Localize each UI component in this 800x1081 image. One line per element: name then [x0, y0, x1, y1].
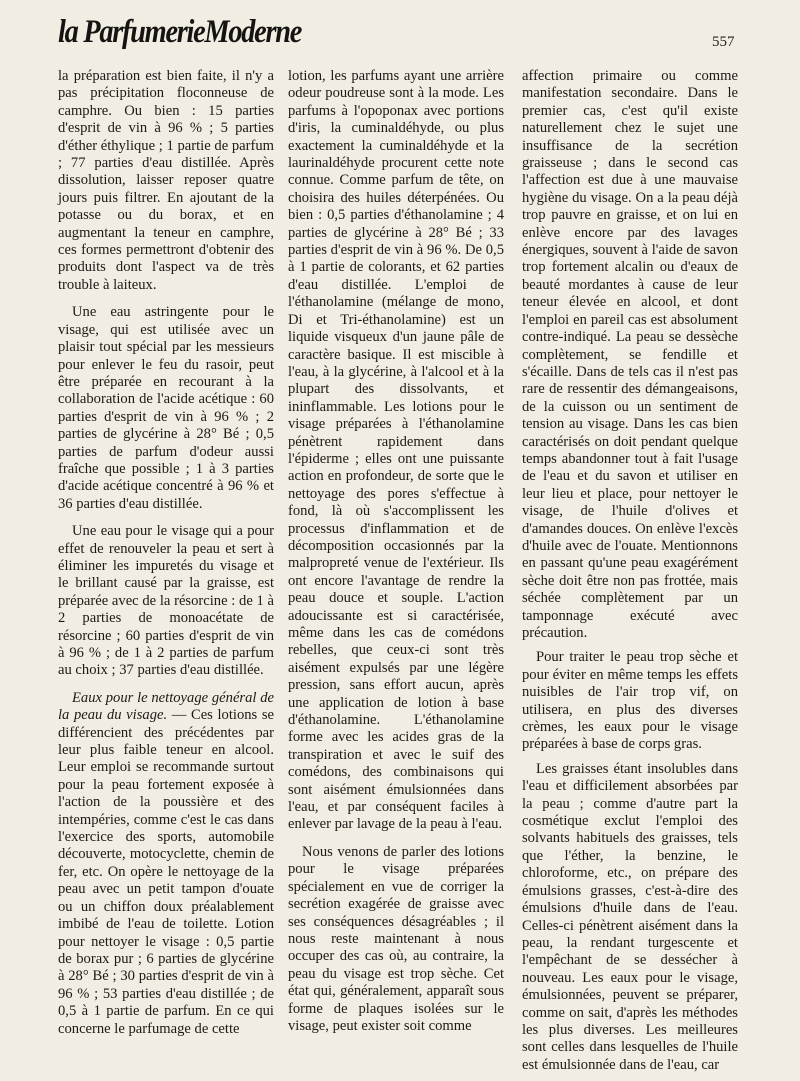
text-column-3 [522, 68, 738, 1081]
paragraph: Une eau pour le visage qui a pour effet de renouveler la peau et sert à éliminer les impuretés du visage et le brillant causé par la graisse, est préparée avec de la résorcine : de 1 à 2 parties de monoacétate de résorcine ; 60 parties d'esprit de vin à 96 % ; de 1 à 2 parties de parfum au choix ; 37 parties d'eau distillée. [58, 523, 274, 679]
text-column-1 [58, 68, 274, 1048]
paragraph: Pour traiter le peau trop sèche et pour éviter en même temps les effets nuisibles de l'air trop vif, on utilisera, en plus des diverses crèmes, les eaux pour le visage préparées à base de corps gras. [522, 649, 738, 753]
text-column-2 [288, 68, 504, 1045]
masthead-logo: la ParfumerieModerne [58, 14, 302, 50]
paragraph: affection primaire ou comme manifestation secondaire. Dans le premier cas, c'est qu'il existe naturellement chez le sujet une insuffisance de la secrétion graisseuse ; dans le second cas l'affection est due à une mauvaise hygiène du visage. On a la peau déjà trop pauvre en graisse, et on lui en enlève encore par des lavages énergiques, souvent à l'aide de savon trop fortement alcalin ou d'eaux de beauté mordantes à cause de leur teneur élevée en alcool, et dont l'emploi en pareil cas est absolument contre-indiqué. La peau se dessèche complètement, se fendille et s'écaille. Dans de tels cas il n'est pas rare de ressentir des démangeaisons, de la cuisson ou un sentiment de tension au visage. Dans les cas bien caractérisés on doit pendant quelque temps abandonner tout à fait l'usage de l'eau et du savon et utiliser en leur lieu et place, pour nettoyer le visage, de l'huile d'olives et d'amandes douces. On enlève l'excès d'huile avec de l'ouate. Mentionnons en passant qu'une peau exagérément sèche doit être non pas frottée, mais séchée complètement par un tamponnage exécuté avec précaution. [522, 68, 738, 641]
paragraph: Les graisses étant insolubles dans l'eau et difficilement absorbées par la peau ; comme d'autre part la cosmétique exclut l'emploi des solvants habituels des graisses, tels que l'éther, la benzine, le chloroforme, etc., on prépare des émulsions grasses, c'est-à-dire des émulsions d'huile dans de l'eau. Celles-ci pénètrent aisément dans la peau, la rendant turgescente et l'empêchant de se dessécher à nouveau. Les eaux pour le visage, émulsionnées, peuvent se préparer, comme on sait, d'après les méthodes les plus diverses. Les meilleures sont celles dans lesquelles de l'huile est émulsionnée dans de l'eau, car [522, 760, 738, 1073]
page-number: 557 [712, 34, 735, 50]
paragraph: lotion, les parfums ayant une arrière odeur poudreuse sont à la mode. Les parfums à l'opoponax avec portions d'iris, la cuminaldéhyde, ou plus exactement la cuminaldéhyde et la laurinaldéhyde procurent cette note connue. Comme parfum de tête, on choisira des huiles déterpénées. Ou bien : 0,5 parties d'éthanolamine ; 4 parties de glycérine à 28° Bé ; 33 parties d'esprit de vin à 96 %. De 0,5 à 1 partie de colorants, et 62 parties d'eau distillée. L'emploi de l'éthanolamine (mélange de mono, Di et Tri-éthanolamine) est un liquide visqueux d'un jaune pâle de caractère basique. Il est miscible à l'eau, à la glycérine, à l'alcool et à la plupart des dissolvants, et ininflammable. Les lotions pour le visage préparées à l'éthanolamine pénètrent rapidement dans l'épiderme ; elles ont une puissante action en profondeur, de sorte que le nettoyage des pores s'effectue à fond, là où s'accomplissent les processus d'inflammation et de décomposition occasionnés par la malpropreté venue de l'extérieur. Ils ont encore l'avantage de rendre la peau douce et souple. L'action adoucissante est si caractérisée, même dans les cas de comédons rebelles, que ceux-ci sont très aisément expulsés par une légère pression, sans effort aucun, après une application de lotion à base d'éthanolamine. L'éthanolamine forme avec les acides gras de la transpiration et avec le suif des comédons, des combinaisons qui sont aisément émulsionnées dans l'eau, et par conséquent faciles à enlever par lavage de la peau à l'eau. [288, 68, 504, 833]
paragraph: la préparation est bien faite, il n'y a pas précipitation floconneuse de camphre. Ou bien : 15 parties d'esprit de vin à 96 % ; 5 parties d'éther éthylique ; 1 partie de parfum ; 77 parties d'eau distillée. Après dissolution, laisser reposer quatre jours puis filtrer. En ajoutant de la potasse ou du borax, et en augmentant la teneur en camphre, ces formes permettront d'obtenir des produits dont l'aspect va de très trouble à laiteux. [58, 68, 274, 293]
section-heading: Eaux pour le nettoyage général de la peau du visage. [58, 689, 274, 724]
paragraph: Nous venons de parler des lotions pour le visage préparées spécialement en vue de corriger la secrétion exagérée de graisse avec ses conséquences désagréables ; il nous reste maintenant à nous occuper des cas où, au contraire, la peau du visage est trop sèche. Cet état qui, généralement, apparaît sous forme de plaques isolées sur le visage, peut exister soit comme [288, 843, 504, 1034]
section-paragraph [58, 690, 274, 1038]
paragraph: Une eau astringente pour le visage, qui est utilisée avec un plaisir tout spécial par les messieurs pour enlever le feu du rasoir, peut être préparée en recourant à la collaboration de l'acide acétique : 60 parties d'esprit de vin à 96 % ; 2 parties de glycérine à 28° Bé ; 0,5 parties de parfum d'odeur aussi fraîche que possible ; 1 à 3 parties d'acide acétique concentré à 96 % et 36 parties d'eau distillée. [58, 304, 274, 512]
section-body: — Ces lotions se différencient des précédentes par leur plus faible teneur en alcool. Leur emploi se recommande surtout pour la peau fortement exposée à l'action de la poussière et des intempéries, comme c'est le cas dans l'exercice des sports, automobile découverte, motocyclette, chemin de fer, etc. On opère le nettoyage de la peau avec un petit tampon d'ouate ou un chiffon doux préalablement imbibé de l'eau de toilette. Lotion pour nettoyer le visage : 0,5 partie de borax pur ; 6 parties de glycérine à 28° Bé ; 30 parties d'esprit de vin à 96 % ; 53 parties d'eau distillée ; de 0,5 à 1 partie de parfum. En ce qui concerne le parfumage de cette [58, 707, 274, 1037]
